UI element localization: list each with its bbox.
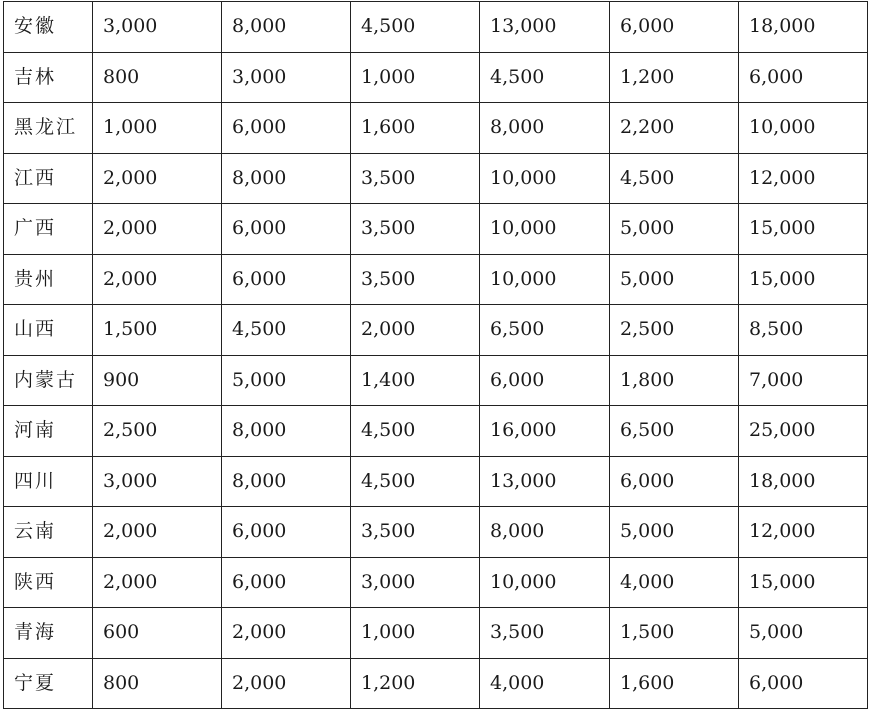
value-cell: 1,200	[351, 658, 480, 709]
value-cell: 10,000	[480, 254, 610, 305]
province-cell: 青海	[4, 608, 93, 659]
value-cell: 2,000	[93, 204, 222, 255]
value-cell: 2,000	[222, 608, 351, 659]
value-cell: 2,200	[610, 103, 739, 154]
province-cell: 广西	[4, 204, 93, 255]
value-cell: 6,500	[480, 305, 610, 356]
table-row	[4, 153, 868, 204]
value-cell: 5,000	[222, 355, 351, 406]
value-cell: 4,500	[351, 2, 480, 53]
value-cell: 3,500	[351, 153, 480, 204]
value-cell: 1,600	[610, 658, 739, 709]
value-cell: 4,000	[610, 557, 739, 608]
value-cell: 15,000	[739, 557, 868, 608]
value-cell: 7,000	[739, 355, 868, 406]
table-row	[4, 2, 868, 53]
table-row	[4, 608, 868, 659]
data-table-container	[3, 1, 867, 709]
value-cell: 18,000	[739, 2, 868, 53]
province-cell: 安徽	[4, 2, 93, 53]
value-cell: 6,000	[222, 557, 351, 608]
value-cell: 5,000	[610, 204, 739, 255]
value-cell: 4,500	[222, 305, 351, 356]
province-cell: 吉林	[4, 52, 93, 103]
value-cell: 1,800	[610, 355, 739, 406]
value-cell: 3,500	[480, 608, 610, 659]
value-cell: 800	[93, 658, 222, 709]
table-row	[4, 658, 868, 709]
province-cell: 贵州	[4, 254, 93, 305]
value-cell: 4,500	[351, 406, 480, 457]
value-cell: 3,500	[351, 254, 480, 305]
value-cell: 1,000	[351, 608, 480, 659]
table-row	[4, 254, 868, 305]
value-cell: 6,000	[610, 2, 739, 53]
value-cell: 6,000	[480, 355, 610, 406]
value-cell: 10,000	[480, 153, 610, 204]
value-cell: 16,000	[480, 406, 610, 457]
value-cell: 15,000	[739, 254, 868, 305]
value-cell: 3,000	[93, 2, 222, 53]
value-cell: 2,000	[93, 254, 222, 305]
value-cell: 10,000	[739, 103, 868, 154]
value-cell: 4,500	[351, 456, 480, 507]
value-cell: 600	[93, 608, 222, 659]
value-cell: 6,000	[739, 52, 868, 103]
value-cell: 10,000	[480, 204, 610, 255]
value-cell: 13,000	[480, 2, 610, 53]
province-cell: 山西	[4, 305, 93, 356]
value-cell: 3,000	[222, 52, 351, 103]
value-cell: 12,000	[739, 153, 868, 204]
value-cell: 1,500	[610, 608, 739, 659]
table-row	[4, 355, 868, 406]
value-cell: 6,500	[610, 406, 739, 457]
value-cell: 2,000	[222, 658, 351, 709]
table-row	[4, 305, 868, 356]
value-cell: 4,000	[480, 658, 610, 709]
province-cell: 河南	[4, 406, 93, 457]
table-body	[4, 2, 868, 709]
value-cell: 8,000	[222, 153, 351, 204]
value-cell: 6,000	[739, 658, 868, 709]
value-cell: 2,000	[93, 507, 222, 558]
province-values-table	[3, 1, 868, 709]
value-cell: 6,000	[222, 507, 351, 558]
province-cell: 陕西	[4, 557, 93, 608]
value-cell: 2,500	[610, 305, 739, 356]
value-cell: 1,400	[351, 355, 480, 406]
value-cell: 3,500	[351, 507, 480, 558]
value-cell: 1,500	[93, 305, 222, 356]
value-cell: 18,000	[739, 456, 868, 507]
value-cell: 6,000	[222, 254, 351, 305]
value-cell: 2,000	[93, 557, 222, 608]
value-cell: 8,000	[480, 103, 610, 154]
province-cell: 宁夏	[4, 658, 93, 709]
value-cell: 4,500	[480, 52, 610, 103]
value-cell: 25,000	[739, 406, 868, 457]
value-cell: 2,000	[93, 153, 222, 204]
value-cell: 900	[93, 355, 222, 406]
value-cell: 800	[93, 52, 222, 103]
province-cell: 江西	[4, 153, 93, 204]
value-cell: 10,000	[480, 557, 610, 608]
value-cell: 1,000	[351, 52, 480, 103]
value-cell: 6,000	[222, 204, 351, 255]
value-cell: 3,000	[351, 557, 480, 608]
value-cell: 4,500	[610, 153, 739, 204]
value-cell: 8,000	[480, 507, 610, 558]
province-cell: 四川	[4, 456, 93, 507]
value-cell: 2,000	[351, 305, 480, 356]
value-cell: 1,600	[351, 103, 480, 154]
table-row	[4, 507, 868, 558]
table-row	[4, 456, 868, 507]
value-cell: 5,000	[610, 254, 739, 305]
value-cell: 8,000	[222, 456, 351, 507]
value-cell: 8,000	[222, 2, 351, 53]
value-cell: 3,500	[351, 204, 480, 255]
value-cell: 6,000	[610, 456, 739, 507]
table-row	[4, 103, 868, 154]
value-cell: 5,000	[610, 507, 739, 558]
value-cell: 1,000	[93, 103, 222, 154]
province-cell: 内蒙古	[4, 355, 93, 406]
table-row	[4, 52, 868, 103]
value-cell: 12,000	[739, 507, 868, 558]
value-cell: 6,000	[222, 103, 351, 154]
value-cell: 8,000	[222, 406, 351, 457]
table-row	[4, 204, 868, 255]
province-cell: 黑龙江	[4, 103, 93, 154]
table-row	[4, 557, 868, 608]
value-cell: 1,200	[610, 52, 739, 103]
value-cell: 8,500	[739, 305, 868, 356]
province-cell: 云南	[4, 507, 93, 558]
value-cell: 3,000	[93, 456, 222, 507]
value-cell: 2,500	[93, 406, 222, 457]
value-cell: 13,000	[480, 456, 610, 507]
table-row	[4, 406, 868, 457]
value-cell: 15,000	[739, 204, 868, 255]
value-cell: 5,000	[739, 608, 868, 659]
